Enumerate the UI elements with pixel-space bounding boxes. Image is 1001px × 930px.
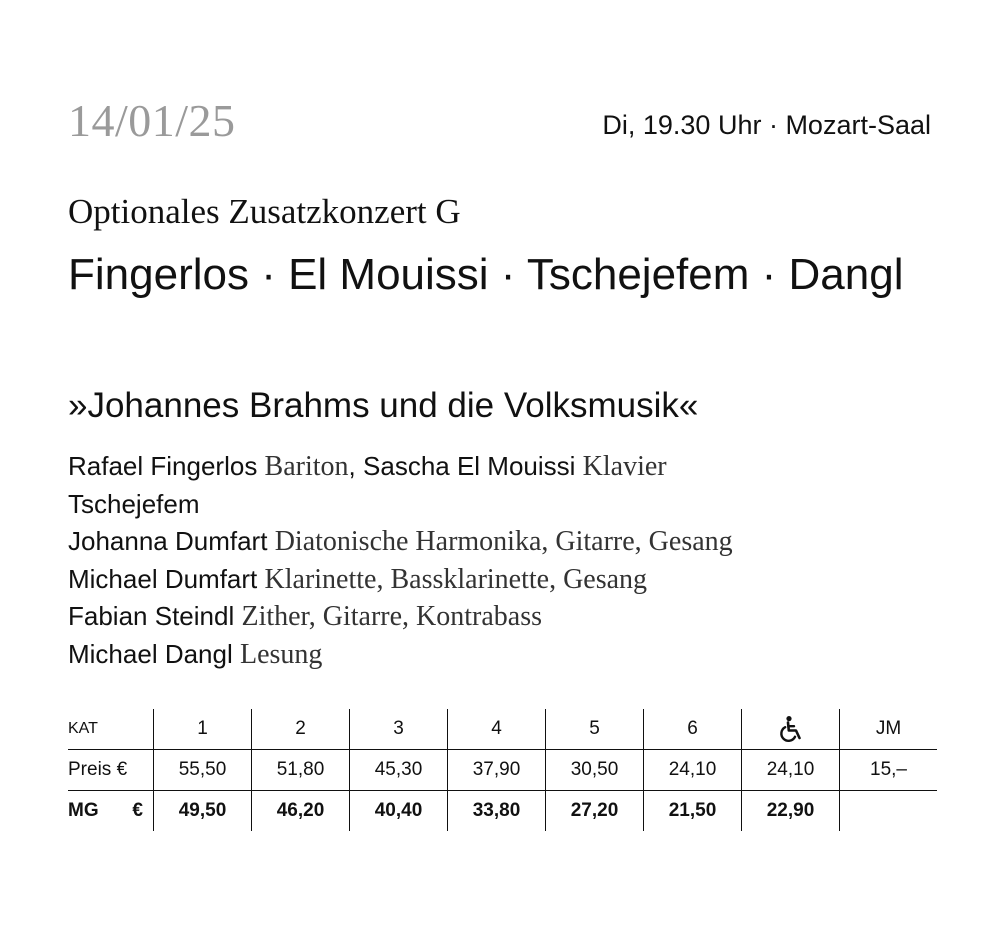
cast-member — [68, 523, 968, 561]
member-price-cell — [840, 791, 938, 832]
category-header-label: KAT — [68, 709, 154, 750]
member-price-cell: 49,50 — [154, 791, 252, 832]
category-2: 2 — [252, 709, 350, 750]
performer-name: Fabian Steindl — [68, 601, 235, 631]
member-price-cell: 27,20 — [546, 791, 644, 832]
price-cell: 45,30 — [350, 750, 448, 791]
price-table — [68, 709, 937, 831]
performer-role: Klarinette, Bassklarinette, Gesang — [264, 563, 648, 595]
price-cell: 55,50 — [154, 750, 252, 791]
performer-name: Michael Dumfart — [68, 563, 258, 594]
performer-role: Bariton — [264, 451, 349, 482]
event-time-venue: Di, 19.30 Uhr · Mozart-Saal — [602, 110, 931, 140]
performer-separator: , — [348, 451, 356, 481]
price-cell: 15,– — [840, 750, 938, 791]
performer-role: Zither, Gitarre, Kontrabass — [241, 601, 543, 632]
member-price-cell: 33,80 — [448, 791, 546, 832]
performer-role: Klavier — [582, 451, 667, 482]
category-3: 3 — [350, 709, 448, 750]
price-cell: 24,10 — [644, 750, 742, 791]
member-price-cell: 22,90 — [742, 791, 840, 832]
cast-list — [68, 448, 968, 673]
event-subtitle: »Johannes Brahms und die Volksmusik« — [68, 386, 699, 425]
event-date: 14/01/25 — [68, 95, 236, 146]
member-label: MG — [68, 800, 99, 821]
category-1: 1 — [154, 709, 252, 750]
category-5: 5 — [546, 709, 644, 750]
performer-role: Lesung — [239, 638, 323, 670]
performer-name: Michael Dangl — [68, 638, 233, 669]
category-6: 6 — [644, 709, 742, 750]
cast-line-soloists — [68, 448, 968, 486]
wheelchair-icon — [777, 715, 805, 743]
cast-member — [68, 598, 968, 636]
price-cell: 37,90 — [448, 750, 546, 791]
event-series: Optionales Zusatzkonzert G — [68, 192, 461, 231]
member-row-label — [68, 791, 154, 832]
price-cell: 30,50 — [546, 750, 644, 791]
member-price-cell: 46,20 — [252, 791, 350, 832]
member-currency: € — [132, 800, 143, 821]
price-cell: 24,10 — [742, 750, 840, 791]
price-row-member — [68, 791, 937, 832]
category-4: 4 — [448, 709, 546, 750]
member-price-cell: 21,50 — [644, 791, 742, 832]
cast-member — [68, 561, 968, 599]
performer-name: Rafael Fingerlos — [68, 451, 258, 481]
category-wheelchair — [742, 709, 840, 750]
performer-name: Johanna Dumfart — [68, 526, 268, 556]
member-price-cell: 40,40 — [350, 791, 448, 832]
performer-role: Diatonische Harmonika, Gitarre, Gesang — [274, 526, 733, 557]
performer-name: Sascha El Mouissi — [363, 451, 576, 481]
price-row-label: Preis € — [68, 750, 154, 791]
category-jm: JM — [840, 709, 938, 750]
price-cell: 51,80 — [252, 750, 350, 791]
event-title: Fingerlos · El Mouissi · Tschejefem · Dangl — [68, 250, 904, 299]
ensemble-name: Tschejefem — [68, 488, 200, 519]
cast-member — [68, 636, 968, 674]
price-table-header-row — [68, 709, 937, 750]
price-row-regular — [68, 750, 937, 791]
